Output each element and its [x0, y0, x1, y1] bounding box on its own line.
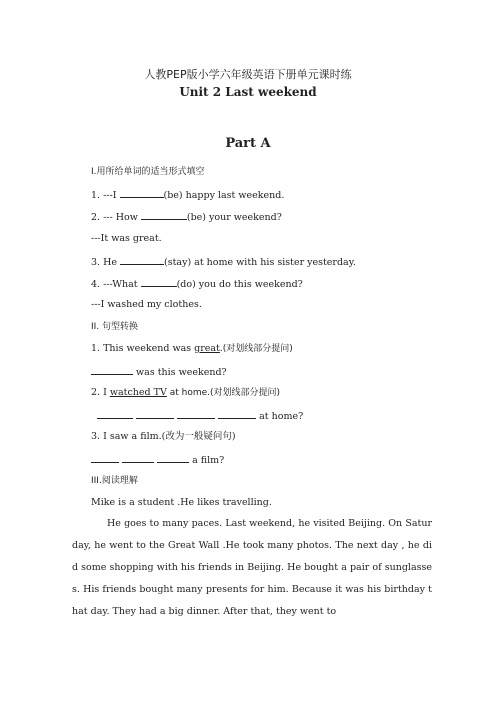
transform-question-1 [91, 343, 293, 355]
fill-item-3-post: (stay) at home with his sister yesterday. [164, 257, 356, 268]
answer-blank[interactable] [120, 255, 164, 265]
fill-item-3-pre: 3. He [91, 257, 121, 268]
q1-instruction: .(对划线部分提问) [219, 344, 293, 354]
transform-question-3 [91, 431, 236, 443]
q2-text: 2. I [91, 387, 110, 398]
fill-item-2-pre: 2. --- How [91, 212, 141, 223]
q3-text: 3. I saw a film.(改为一般疑问句) [91, 431, 236, 442]
reading-intro: Mike is a student .He likes travelling. [91, 497, 272, 508]
answer-blank[interactable] [136, 409, 174, 419]
answer-blank[interactable] [141, 210, 187, 220]
part-title: Part A [225, 136, 271, 151]
fill-item-1-pre: 1. ---I [91, 190, 120, 201]
fill-item-4 [91, 277, 303, 291]
unit-title: Unit 2 Last weekend [179, 85, 317, 99]
answer-blank[interactable] [120, 188, 164, 198]
transform-question-2 [91, 387, 280, 399]
reading-passage: He goes to many paces. Last weekend, he visited Beijing. On Saturday, he went to the Great Wall .He took many photos. The next day , he did some shopping with his friends in Beijing. He bought a pair of sunglasses. His friends bought many presents for him. Because it was his birthday that day. They had a big dinner. After that, they went to [72, 518, 432, 617]
fill-item-2-post: (be) your weekend? [186, 212, 282, 223]
fill-item-1 [91, 188, 284, 202]
transform-answer-1 [91, 365, 227, 379]
section-3-heading: III.阅读理解 [91, 476, 138, 486]
fill-item-1-post: (be) happy last weekend. [163, 190, 285, 201]
q3-answer-text: a film? [189, 455, 225, 466]
q2-instruction: at home.(对划线部分提问) [166, 388, 281, 398]
answer-blank[interactable] [91, 453, 119, 463]
q1-text: 1. This weekend was [91, 343, 195, 354]
answer-blank[interactable] [157, 453, 189, 463]
q2-underlined: watched TV [109, 387, 167, 398]
answer-blank[interactable] [177, 409, 215, 419]
transform-answer-2 [97, 409, 303, 423]
section-1-heading: I.用所给单词的适当形式填空 [91, 167, 205, 177]
fill-item-2-answer: ---It was great. [91, 233, 162, 244]
q1-answer-text: was this weekend? [133, 367, 227, 378]
q1-underlined: great [194, 343, 220, 354]
answer-blank[interactable] [218, 409, 256, 419]
transform-answer-3 [91, 453, 224, 467]
answer-blank[interactable] [122, 453, 154, 463]
answer-blank[interactable] [97, 409, 133, 419]
fill-item-4-post: (do) you do this weekend? [176, 279, 303, 290]
fill-item-3 [91, 255, 356, 269]
q2-answer-text: at home? [256, 411, 304, 422]
fill-item-2 [91, 210, 282, 224]
document-subtitle: 人教PEP版小学六年级英语下册单元课时练 [144, 68, 352, 81]
fill-item-4-answer: ---I washed my clothes. [91, 299, 202, 310]
answer-blank[interactable] [91, 365, 133, 375]
answer-blank[interactable] [141, 277, 177, 287]
section-2-heading: II. 句型转换 [91, 322, 139, 332]
fill-item-4-pre: 4. ---What [91, 279, 141, 290]
